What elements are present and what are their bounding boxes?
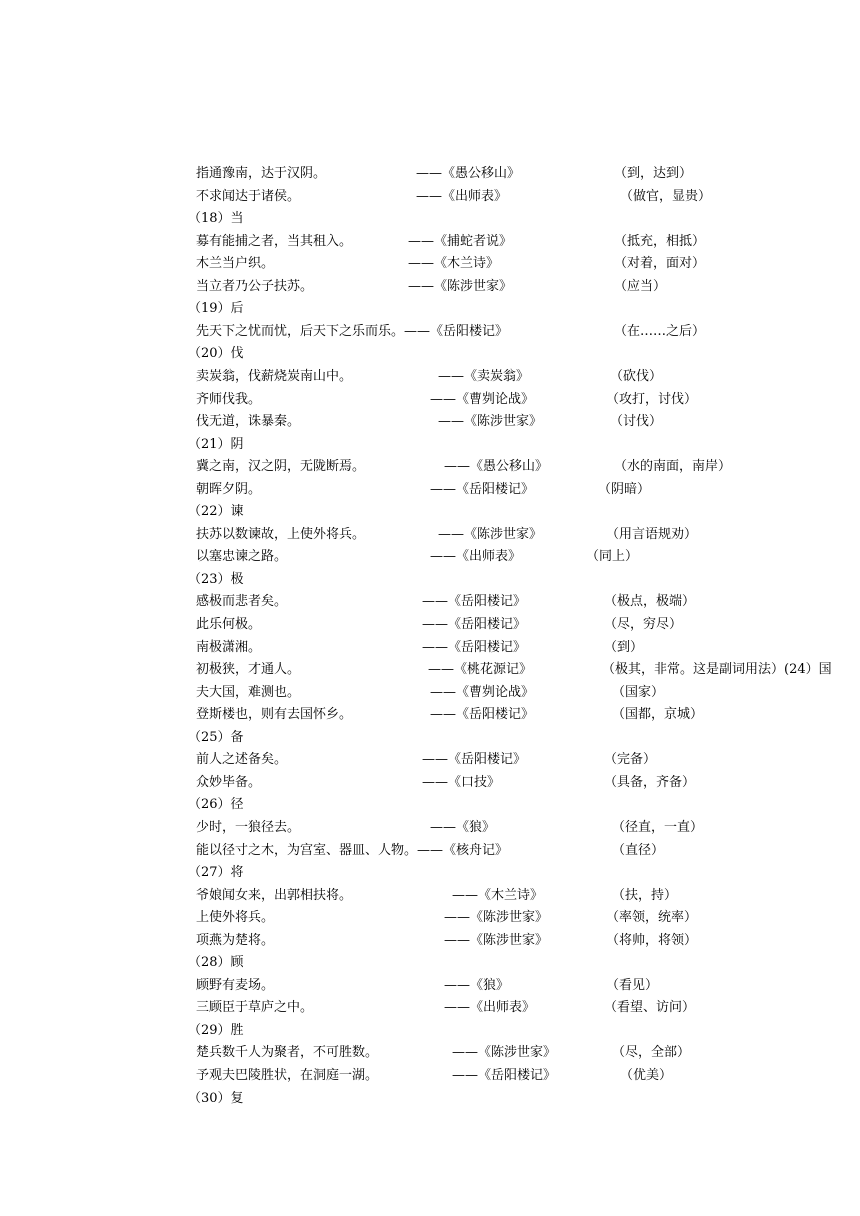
example-line <box>0 276 860 298</box>
meaning-gloss: （水的南面，南岸） <box>614 459 732 475</box>
source-reference: ——《陈涉世家》 <box>444 910 549 926</box>
source-reference: ——《愚公移山》 <box>416 166 521 181</box>
entry-heading <box>0 434 860 456</box>
meaning-gloss: （国家） <box>612 684 665 700</box>
heading-text: （23）极 <box>188 571 244 587</box>
heading-text: （28）顾 <box>188 955 244 971</box>
meaning-gloss: （同上） <box>586 549 639 565</box>
example-sentence: 项燕为楚将。 <box>196 932 275 948</box>
source-reference: ——《陈涉世家》 <box>452 1045 557 1061</box>
example-line <box>0 479 860 501</box>
heading-text: （30）复 <box>188 1090 244 1106</box>
meaning-gloss: （讨伐） <box>610 414 663 430</box>
source-reference: ——《岳阳楼记》 <box>430 481 535 497</box>
meaning-gloss: （直径） <box>612 842 665 858</box>
meaning-gloss: （尽，全部） <box>612 1045 691 1061</box>
source-reference: ——《狼》 <box>444 977 510 993</box>
source-reference: ——《岳阳楼记》 <box>422 594 527 610</box>
example-line <box>0 1042 860 1064</box>
source-reference: ——《出师表》 <box>430 549 522 565</box>
meaning-gloss: （看望、访问） <box>604 1000 696 1016</box>
example-sentence: 冀之南，汉之阴，无陇断焉。 <box>196 459 366 475</box>
example-sentence: 不求闻达于诸侯。 <box>196 188 301 204</box>
example-sentence: 以塞忠谏之路。 <box>196 549 288 565</box>
source-reference: ——《岳阳楼记》 <box>422 617 527 632</box>
heading-text: （26）径 <box>188 797 244 813</box>
example-sentence: 先天下之忧而忧，后天下之乐而乐。 <box>196 323 405 339</box>
source-reference: ——《狼》 <box>430 819 496 835</box>
meaning-gloss: （扶，持） <box>612 887 678 903</box>
example-line <box>0 389 860 411</box>
entry-heading <box>0 862 860 884</box>
example-sentence: 朝晖夕阴。 <box>196 481 262 497</box>
heading-text: （18）当 <box>188 211 244 227</box>
entry-heading <box>0 569 860 591</box>
example-sentence: 上使外将兵。 <box>196 910 275 926</box>
heading-text: （20）伐 <box>188 346 244 362</box>
example-sentence: 爷娘闻女来，出郭相扶将。 <box>196 887 353 903</box>
example-sentence: 当立者乃公子扶苏。 <box>196 278 314 294</box>
example-line <box>0 817 860 839</box>
meaning-gloss: （看见） <box>606 977 659 993</box>
example-line <box>0 591 860 613</box>
meaning-gloss: （阴暗） <box>598 481 651 497</box>
example-line <box>0 614 860 636</box>
entry-heading <box>0 343 860 365</box>
source-reference: ——《卖炭翁》 <box>438 368 530 384</box>
meaning-gloss: （极其，非常。这是副词用法）(24）国 <box>602 662 832 678</box>
meaning-gloss: （抵充，相抵） <box>614 233 706 249</box>
meaning-gloss: （国都，京城） <box>612 707 704 723</box>
source-reference: ——《口技》 <box>422 774 501 790</box>
meaning-gloss: （完备） <box>604 752 657 768</box>
example-sentence: 齐师伐我。 <box>196 391 262 407</box>
example-line <box>0 456 860 478</box>
meaning-gloss: （在……之后） <box>614 323 706 339</box>
example-sentence: 伐无道，诛暴秦。 <box>196 414 301 430</box>
meaning-gloss: （到） <box>604 639 644 655</box>
source-reference: ——《岳阳楼记》 <box>430 707 535 723</box>
entry-heading <box>0 298 860 320</box>
example-sentence: 少时，一狼径去。 <box>196 819 301 835</box>
meaning-gloss: （到，达到） <box>614 166 693 181</box>
meaning-gloss: （用言语规劝） <box>606 526 698 542</box>
meaning-gloss: （尽，穷尽） <box>604 617 683 632</box>
example-sentence: 募有能捕之者，当其租入。 <box>196 233 353 249</box>
heading-text: （29）胜 <box>188 1022 244 1038</box>
example-line <box>0 524 860 546</box>
entry-heading <box>0 1088 860 1110</box>
example-line <box>0 885 860 907</box>
example-line <box>0 321 860 343</box>
source-reference: ——《曹刿论战》 <box>430 391 535 407</box>
example-line <box>0 366 860 388</box>
example-line <box>0 704 860 726</box>
meaning-gloss: （对着，面对） <box>614 256 706 272</box>
entry-heading <box>0 727 860 749</box>
example-sentence: 顾野有麦场。 <box>196 977 275 993</box>
example-sentence: 前人之述备矣。 <box>196 752 288 768</box>
example-line <box>0 997 860 1019</box>
example-line <box>0 1065 860 1087</box>
source-reference: ——《陈涉世家》 <box>444 932 549 948</box>
source-reference: ——《出师表》 <box>416 188 508 204</box>
example-sentence: 卖炭翁，伐薪烧炭南山中。 <box>196 368 353 384</box>
example-sentence: 登斯楼也，则有去国怀乡。 <box>196 707 353 723</box>
source-reference: ——《岳阳楼记》 <box>404 323 509 339</box>
example-sentence: 予观夫巴陵胜状，在洞庭一湖。 <box>196 1068 379 1083</box>
example-sentence: 扶苏以数谏故，上使外将兵。 <box>196 526 366 542</box>
source-reference: ——《木兰诗》 <box>452 887 544 903</box>
example-sentence: 夫大国，难测也。 <box>196 684 301 700</box>
source-reference: ——《岳阳楼记》 <box>452 1068 557 1083</box>
entry-heading <box>0 501 860 523</box>
source-reference: ——《愚公移山》 <box>444 459 549 475</box>
example-line <box>0 186 860 208</box>
example-sentence: 初极狭，才通人。 <box>196 662 301 678</box>
example-sentence: 感极而悲者矣。 <box>196 594 288 610</box>
example-sentence: 楚兵数千人为聚者，不可胜数。 <box>196 1045 379 1061</box>
heading-text: （27）将 <box>188 865 244 881</box>
meaning-gloss: （率领，统率） <box>606 910 698 926</box>
example-sentence: 众妙毕备。 <box>196 774 262 790</box>
source-reference: ——《曹刿论战》 <box>430 684 535 700</box>
source-reference: ——《桃花源记》 <box>428 662 533 678</box>
meaning-gloss: （应当） <box>614 278 667 294</box>
meaning-gloss: （将帅，将领） <box>606 932 698 948</box>
source-reference: ——《岳阳楼记》 <box>422 752 527 768</box>
example-line <box>0 163 860 185</box>
entry-heading <box>0 1020 860 1042</box>
example-line <box>0 231 860 253</box>
example-line <box>0 637 860 659</box>
source-reference: ——《陈涉世家》 <box>438 526 543 542</box>
example-sentence: 南极潇湘。 <box>196 639 262 655</box>
source-reference: ——《出师表》 <box>444 1000 536 1016</box>
example-sentence: 能以径寸之木，为宫室、器皿、人物。 <box>196 842 418 858</box>
source-reference: ——《陈涉世家》 <box>438 414 543 430</box>
heading-text: （25）备 <box>188 729 244 745</box>
example-line <box>0 546 860 568</box>
example-sentence: 指通豫南，达于汉阴。 <box>196 166 327 181</box>
meaning-gloss: （攻打，讨伐） <box>606 391 698 407</box>
meaning-gloss: （具备，齐备） <box>604 774 696 790</box>
source-reference: ——《木兰诗》 <box>408 256 500 272</box>
example-line <box>0 659 860 681</box>
heading-text: （21）阴 <box>188 436 244 452</box>
source-reference: ——《岳阳楼记》 <box>422 639 527 655</box>
entry-heading <box>0 208 860 230</box>
entry-heading <box>0 794 860 816</box>
example-line <box>0 975 860 997</box>
source-reference: ——《捕蛇者说》 <box>408 233 513 249</box>
example-line <box>0 682 860 704</box>
example-line <box>0 907 860 929</box>
example-line <box>0 749 860 771</box>
meaning-gloss: （优美） <box>620 1068 673 1083</box>
meaning-gloss: （径直，一直） <box>612 819 704 835</box>
heading-text: （22）谏 <box>188 504 244 520</box>
example-line <box>0 930 860 952</box>
example-sentence: 木兰当户织。 <box>196 256 275 272</box>
example-line <box>0 840 860 862</box>
example-line <box>0 411 860 433</box>
heading-text: （19）后 <box>188 301 244 317</box>
source-reference: ——《陈涉世家》 <box>408 278 513 294</box>
source-reference: ——《核舟记》 <box>417 842 509 858</box>
example-line <box>0 253 860 275</box>
example-line <box>0 772 860 794</box>
entry-heading <box>0 952 860 974</box>
example-sentence: 三顾臣于草庐之中。 <box>196 1000 314 1016</box>
meaning-gloss: （做官，显贵） <box>620 188 712 204</box>
meaning-gloss: （极点，极端） <box>604 594 696 610</box>
example-sentence: 此乐何极。 <box>196 617 262 632</box>
meaning-gloss: （砍伐） <box>610 368 663 384</box>
